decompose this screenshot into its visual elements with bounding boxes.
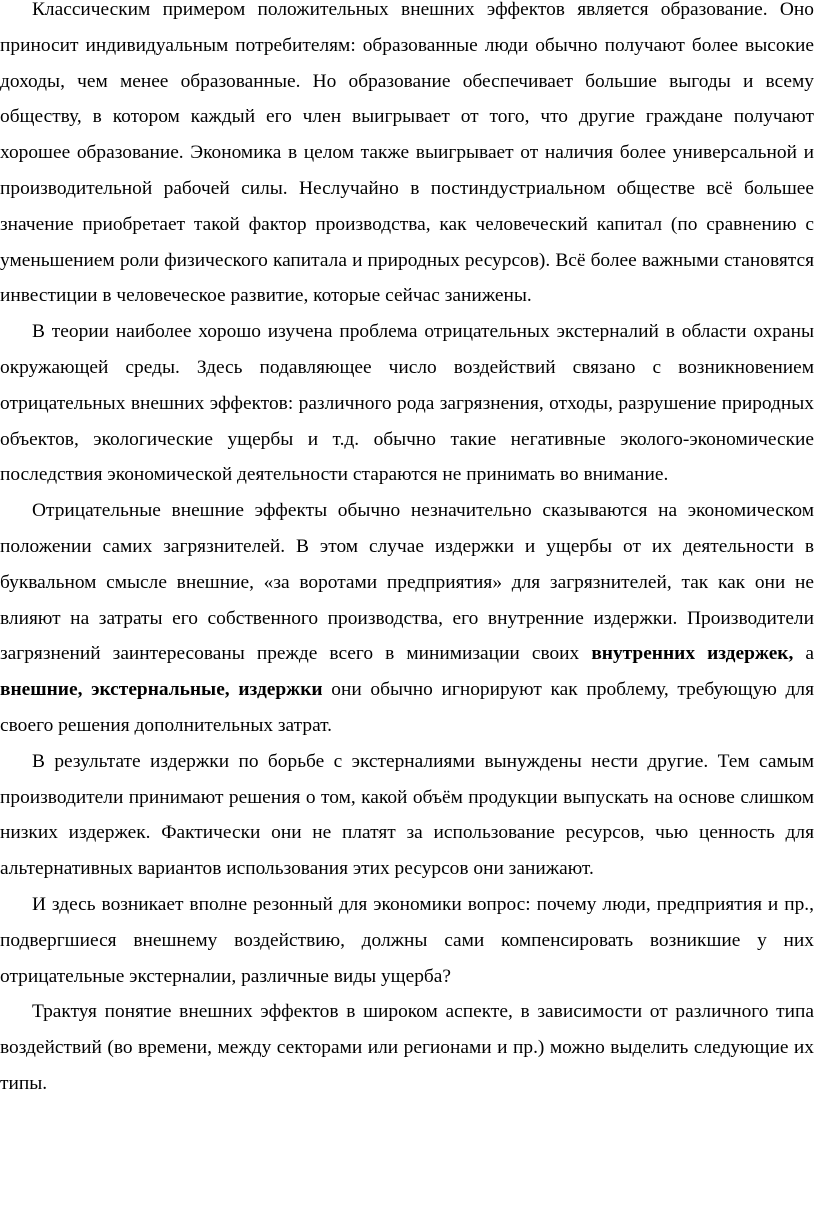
paragraph-compensation-question: И здесь возникает вполне резонный для экономики вопрос: почему люди, предприятия и пр., подвергшиеся внешнему воздействию, должны сами компенсировать возникшие у них отрицательные экстерналии, различные виды ущерба? <box>0 893 814 987</box>
paragraph-polluters-text-3: они обычно игнорируют как проблему, требующую для своего решения дополнительных затрат. <box>0 679 814 736</box>
paragraph-polluters-text-2: а <box>793 643 814 665</box>
paragraph-polluters <box>0 493 814 744</box>
paragraph-polluters-text-1: Отрицательные внешние эффекты обычно незначительно сказываются на экономическом положении самих загрязнителей. В этом случае издержки и ущербы от их деятельности в буквальном смысле внешние, «за воротами предприятия» для загрязнителей, так как они не влияют на затраты его собственного производства, его внутренние издержки. Производители загрязнений заинтересованы прежде всего в минимизации своих <box>0 500 814 665</box>
paragraph-types-intro: Трактуя понятие внешних эффектов в широком аспекте, в зависимости от различного типа воздействий (во времени, между секторами или регионами и пр.) можно выделить следующие их типы. <box>0 1001 814 1094</box>
paragraph-costs-borne-by-others: В результате издержки по борьбе с экстерналиями вынуждены нести другие. Тем самым производители принимают решения о том, какой объём продукции выпускать на основе слишком низких издержек. Фактически они не платят за использование ресурсов, чью ценность для альтернативных вариантов использования этих ресурсов они занижают. <box>0 750 814 880</box>
bold-internal-costs: внутренних издержек, <box>591 643 794 665</box>
paragraph-negative-externalities-theory: В теории наиболее хорошо изучена проблема отрицательных экстерналий в области охраны окружающей среды. Здесь подавляющее число воздействий связано с возникновением отрицательных внешних эффектов: различного рода загрязнения, отходы, разрушение природных объектов, экологические ущербы и т.д. обычно такие негативные эколого-экономические последствия экономической деятельности стараются не принимать во внимание. <box>0 321 814 486</box>
bold-external-costs: внешние, экстернальные, издержки <box>0 679 323 701</box>
paragraph-positive-externalities: Классическим примером положительных внешних эффектов является образование. Оно приносит индивидуальным потребителям: образованные люди обычно получают более высокие доходы, чем менее образованные. Но образование обеспечивает большие выгоды и всему обществу, в котором каждый его член выигрывает от того, что другие граждане получают хорошее образование. Экономика в целом также выигрывает от наличия более универсальной и производительной рабочей силы. Неслучайно в постиндустриальном обществе всё большее значение приобретает такой фактор производства, как человеческий капитал (по сравнению с уменьшением роли физического капитала и природных ресурсов). Всё более важными становятся инвестиции в человеческое развитие, которые сейчас занижены. <box>0 0 814 307</box>
